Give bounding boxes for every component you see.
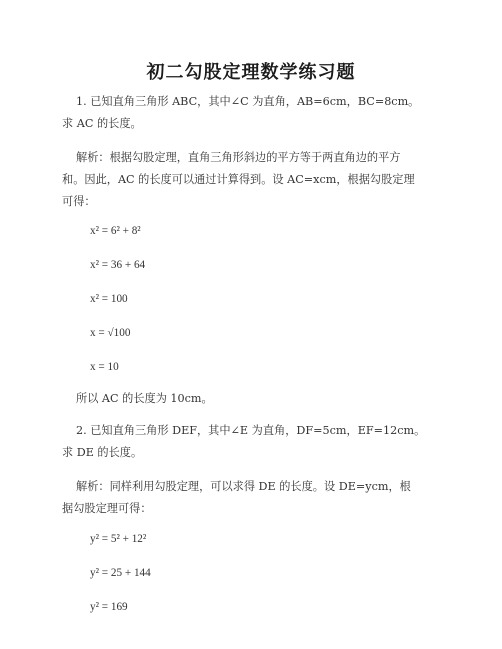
problem-1-question-line-1: 1. 已知直角三角形 ABC，其中∠C 为直角，AB=6cm，BC=8cm。 [76, 95, 420, 108]
problem-2-question-line-2: 求 DE 的长度。 [62, 446, 143, 459]
equation-step: x = 10 [90, 361, 119, 373]
equation-step: x² = 100 [90, 293, 128, 305]
equation-step: y² = 25 + 144 [90, 567, 151, 579]
equation-step: x² = 6² + 8² [90, 225, 141, 237]
problem-2-analysis-line-1: 解析：同样利用勾股定理，可以求得 DE 的长度。设 DE=ycm，根 [76, 480, 411, 493]
problem-2-analysis-line-2: 据勾股定理可得： [62, 502, 152, 515]
document-title: 初二勾股定理数学练习题 [146, 62, 356, 83]
equation-step: y² = 5² + 12² [90, 533, 147, 545]
problem-2-question-line-1: 2. 已知直角三角形 DEF，其中∠E 为直角，DF=5cm，EF=12cm。 [76, 424, 426, 437]
problem-1-analysis-line-1: 解析：根据勾股定理，直角三角形斜边的平方等于两直角边的平方 [76, 151, 401, 164]
problem-1-question [62, 91, 428, 135]
problem-1-analysis-line-3: 可得： [62, 195, 96, 208]
equation-step: x² = 36 + 64 [90, 259, 146, 271]
equation-step: y² = 169 [90, 601, 128, 613]
problem-1-question-line-2: 求 AC 的长度。 [62, 117, 142, 130]
problem-1-analysis [62, 147, 428, 213]
equation-step: x = √100 [90, 327, 131, 339]
problem-1-conclusion: 所以 AC 的长度为 10cm。 [76, 392, 213, 405]
problem-2-analysis [62, 476, 428, 520]
problem-2-question [62, 420, 428, 464]
problem-1-analysis-line-2: 和。因此，AC 的长度可以通过计算得到。设 AC=xcm，根据勾股定理 [62, 173, 415, 186]
